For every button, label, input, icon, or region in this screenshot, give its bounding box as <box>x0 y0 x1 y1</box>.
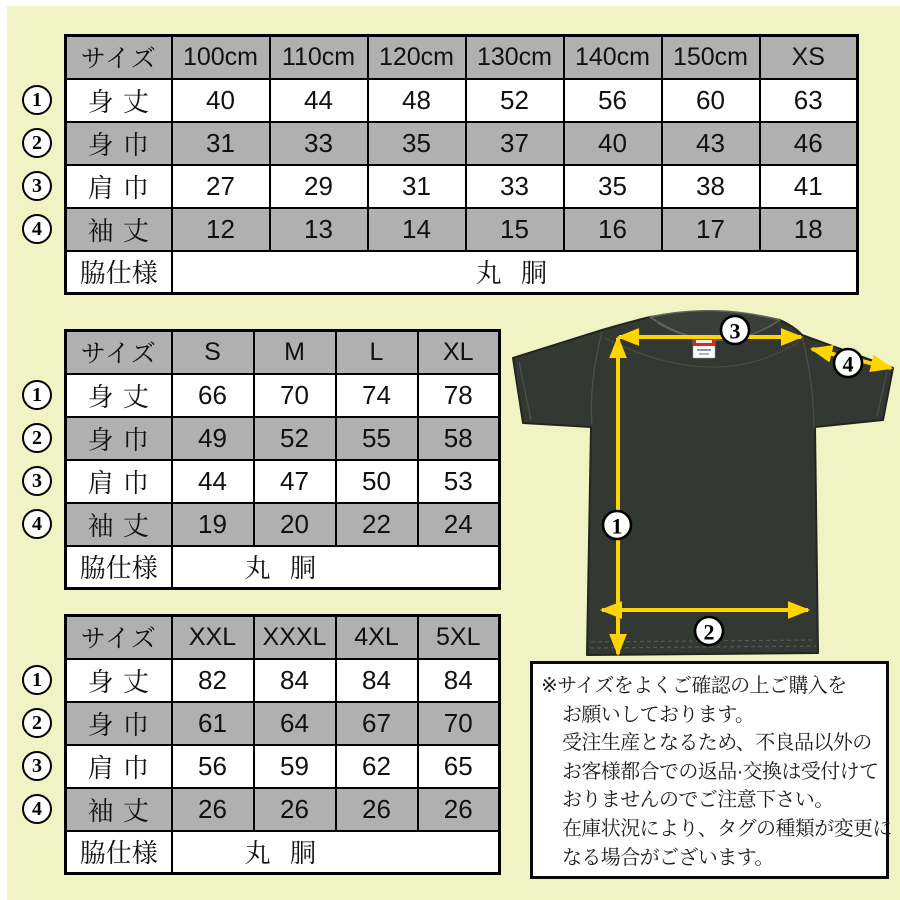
size-cell: 15 <box>466 208 564 251</box>
size-cell: 43 <box>662 122 760 165</box>
row-label: 身 巾 <box>66 122 172 165</box>
table-row <box>66 788 500 831</box>
table-row <box>66 616 500 659</box>
size-cell: 46 <box>760 122 858 165</box>
column-header: 5XL <box>418 616 500 659</box>
table-row <box>66 251 858 294</box>
row-label: 袖 丈 <box>66 788 172 831</box>
size-header-cell: サイズ <box>66 616 172 659</box>
size-cell: 41 <box>760 165 858 208</box>
size-cell: 84 <box>418 659 500 702</box>
size-cell: 26 <box>418 788 500 831</box>
measure-circle-3 <box>721 316 749 344</box>
size-cell: 47 <box>254 460 336 503</box>
column-header: XXXL <box>254 616 336 659</box>
size-cell: 65 <box>418 745 500 788</box>
size-cell: 63 <box>760 79 858 122</box>
size-cell: 74 <box>336 374 418 417</box>
measure-circle-label-2: 2 <box>703 619 715 645</box>
size-cell: 35 <box>564 165 662 208</box>
size-cell: 67 <box>336 702 418 745</box>
table-row <box>66 745 500 788</box>
column-header: 110cm <box>270 36 368 79</box>
size-cell: 26 <box>336 788 418 831</box>
table-row <box>66 417 500 460</box>
size-cell: 50 <box>336 460 418 503</box>
table-row <box>66 331 500 374</box>
size-cell: 14 <box>368 208 466 251</box>
size-cell: 40 <box>172 79 270 122</box>
tshirt-measure-diagram <box>505 310 897 662</box>
table-row <box>66 659 500 702</box>
size-cell: 26 <box>172 788 254 831</box>
size-table-adult <box>64 329 501 590</box>
size-cell: 59 <box>254 745 336 788</box>
size-cell: 38 <box>662 165 760 208</box>
size-table-kids <box>64 34 859 295</box>
column-header: L <box>336 331 418 374</box>
size-cell: 60 <box>662 79 760 122</box>
table-row <box>66 36 858 79</box>
column-header: 100cm <box>172 36 270 79</box>
size-cell: 26 <box>254 788 336 831</box>
side-spec-label: 脇仕様 <box>66 251 172 294</box>
column-header: 150cm <box>662 36 760 79</box>
size-cell: 12 <box>172 208 270 251</box>
size-cell: 58 <box>418 417 500 460</box>
column-header: S <box>172 331 254 374</box>
size-cell: 49 <box>172 417 254 460</box>
size-cell: 84 <box>254 659 336 702</box>
size-cell: 35 <box>368 122 466 165</box>
measure-circle-label-3: 3 <box>729 318 741 344</box>
circled-number-1: 1 <box>22 665 52 695</box>
row-label: 身 丈 <box>66 659 172 702</box>
table-row <box>66 79 858 122</box>
circled-number-2: 2 <box>22 708 52 738</box>
size-cell: 16 <box>564 208 662 251</box>
row-label: 袖 丈 <box>66 208 172 251</box>
size-cell: 24 <box>418 503 500 546</box>
size-cell: 70 <box>254 374 336 417</box>
size-table-big <box>64 614 501 875</box>
size-cell: 19 <box>172 503 254 546</box>
table-row <box>66 546 500 589</box>
circled-number-2: 2 <box>22 128 52 158</box>
column-header: 140cm <box>564 36 662 79</box>
circled-number-4: 4 <box>22 509 52 539</box>
note-line: お客様都合での返品·交換は受付けて <box>562 760 879 783</box>
size-cell: 29 <box>270 165 368 208</box>
size-cell: 84 <box>336 659 418 702</box>
tshirt-illustration <box>505 310 897 662</box>
row-label: 肩 巾 <box>66 745 172 788</box>
size-cell: 66 <box>172 374 254 417</box>
size-cell: 18 <box>760 208 858 251</box>
measure-circle-1 <box>603 511 631 539</box>
circled-number-4: 4 <box>22 214 52 244</box>
size-cell: 55 <box>336 417 418 460</box>
table-row <box>66 831 500 874</box>
size-cell: 56 <box>172 745 254 788</box>
size-cell: 64 <box>254 702 336 745</box>
measure-circle-label-4: 4 <box>842 351 854 377</box>
size-cell: 62 <box>336 745 418 788</box>
circled-number-3: 3 <box>22 466 52 496</box>
side-spec-label: 脇仕様 <box>66 546 172 589</box>
table-row <box>66 374 500 417</box>
column-header: 130cm <box>466 36 564 79</box>
size-cell: 52 <box>254 417 336 460</box>
table-row <box>66 503 500 546</box>
size-cell: 52 <box>466 79 564 122</box>
column-header: XL <box>418 331 500 374</box>
note-line: 受注生産となるため、不良品以外の <box>562 732 872 755</box>
page-edge-left <box>0 0 7 900</box>
size-cell: 56 <box>564 79 662 122</box>
size-cell: 13 <box>270 208 368 251</box>
table-row <box>66 460 500 503</box>
size-cell: 48 <box>368 79 466 122</box>
size-cell: 44 <box>270 79 368 122</box>
note-line: おりませんのでご注意下さい。 <box>562 789 834 812</box>
circled-number-3: 3 <box>22 751 52 781</box>
size-cell: 31 <box>368 165 466 208</box>
circled-number-1: 1 <box>22 85 52 115</box>
size-cell: 27 <box>172 165 270 208</box>
size-cell: 82 <box>172 659 254 702</box>
size-cell: 78 <box>418 374 500 417</box>
table-row <box>66 122 858 165</box>
page-edge-top <box>0 0 900 6</box>
measure-circle-label-1: 1 <box>611 513 623 539</box>
side-spec-value: 丸 胴 <box>172 251 858 294</box>
size-cell: 33 <box>466 165 564 208</box>
row-label: 袖 丈 <box>66 503 172 546</box>
size-cell: 40 <box>564 122 662 165</box>
side-spec-label: 脇仕様 <box>66 831 172 874</box>
row-label: 身 巾 <box>66 417 172 460</box>
measure-circle-2 <box>695 617 723 645</box>
column-header: XS <box>760 36 858 79</box>
size-cell: 22 <box>336 503 418 546</box>
table-row <box>66 165 858 208</box>
circled-number-3: 3 <box>22 171 52 201</box>
table-row <box>66 702 500 745</box>
circled-number-4: 4 <box>22 794 52 824</box>
row-label: 身 丈 <box>66 79 172 122</box>
size-cell: 20 <box>254 503 336 546</box>
side-spec-value: 丸 胴 <box>172 546 500 589</box>
size-cell: 61 <box>172 702 254 745</box>
row-label: 身 丈 <box>66 374 172 417</box>
purchase-note-box <box>530 661 892 879</box>
size-cell: 53 <box>418 460 500 503</box>
neck-tag <box>693 337 715 358</box>
size-header-cell: サイズ <box>66 331 172 374</box>
column-header: M <box>254 331 336 374</box>
note-line: ※サイズをよくご確認の上ご購入を <box>541 675 847 697</box>
size-cell: 44 <box>172 460 254 503</box>
size-cell: 17 <box>662 208 760 251</box>
row-label: 身 巾 <box>66 702 172 745</box>
column-header: 120cm <box>368 36 466 79</box>
circled-number-2: 2 <box>22 423 52 453</box>
row-label: 肩 巾 <box>66 460 172 503</box>
table-row <box>66 208 858 251</box>
note-line: お願いしております。 <box>562 703 755 726</box>
note-line: なる場合がございます。 <box>562 846 774 869</box>
side-spec-value: 丸 胴 <box>172 831 500 874</box>
column-header: 4XL <box>336 616 418 659</box>
measure-circle-4 <box>834 349 862 377</box>
size-cell: 37 <box>466 122 564 165</box>
size-cell: 33 <box>270 122 368 165</box>
size-header-cell: サイズ <box>66 36 172 79</box>
row-label: 肩 巾 <box>66 165 172 208</box>
size-cell: 31 <box>172 122 270 165</box>
size-cell: 70 <box>418 702 500 745</box>
column-header: XXL <box>172 616 254 659</box>
note-line: 在庫状況により、タグの種類が変更に <box>562 817 892 840</box>
circled-number-1: 1 <box>22 380 52 410</box>
